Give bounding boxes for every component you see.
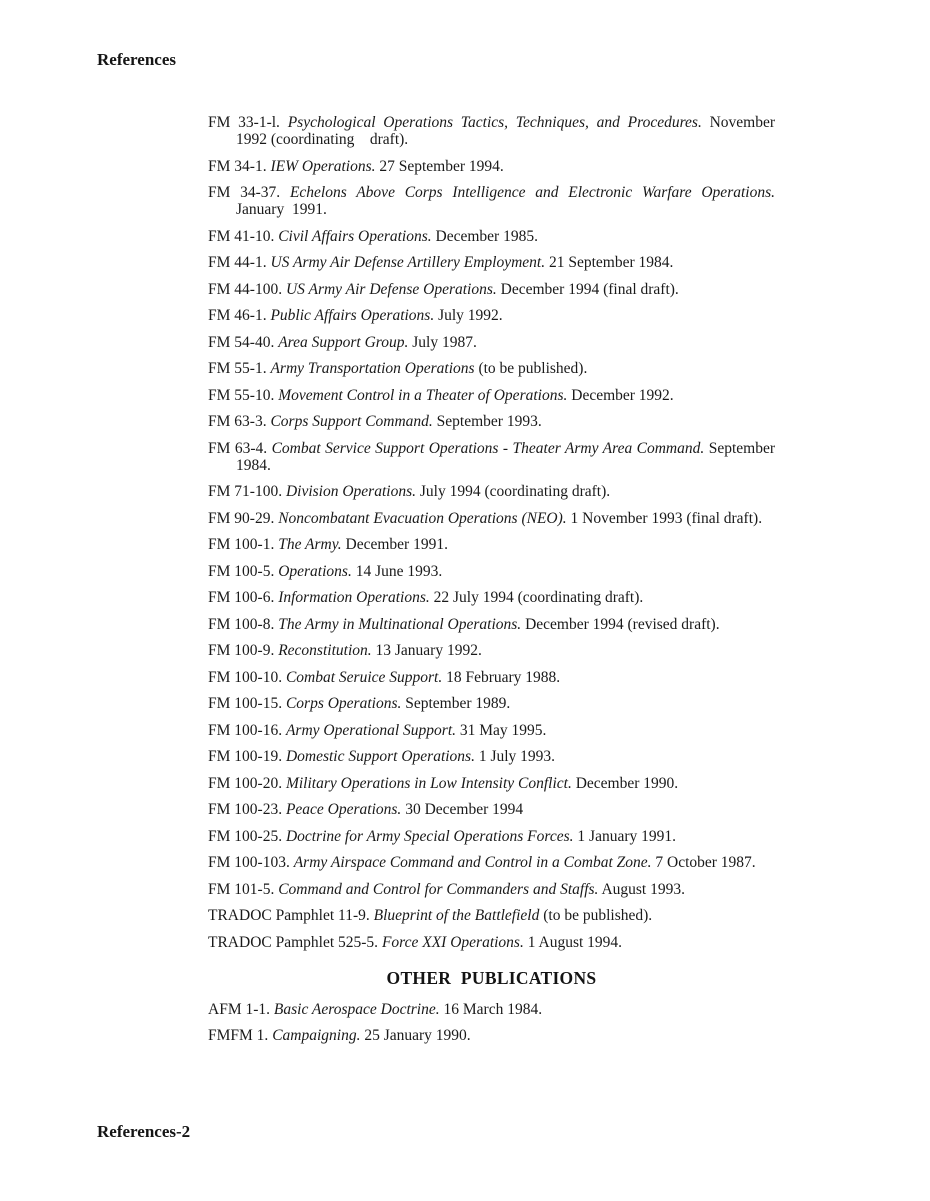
ref-title: Reconstitution. [278,642,372,659]
ref-title: Noncombatant Evacuation Operations (NEO). [278,509,567,527]
ref-title: Army Transportation Operations [270,360,475,377]
ref-date: 1 August 1994. [527,933,623,951]
ref-date: August 1993. [601,880,685,898]
page-header: References [97,50,176,69]
ref-number: FM 101-5. [208,880,275,898]
ref-number: FM 90-29. [208,509,275,527]
ref-title: Operations. [278,562,352,580]
ref-date: September 1993. [436,413,542,430]
ref-title: Doctrine for Army Special Operations Forces. [285,827,574,845]
ref-title: Campaigning. [272,1027,361,1044]
ref-title: The Army in Multinational Operations. [278,615,522,633]
ref-title: Corps Operations. [285,695,402,712]
reference-entry [208,1027,775,1044]
reference-entry [208,907,775,924]
ref-title: Peace Operations. [285,801,402,818]
ref-title: Psychological Operations Tactics, Techniques, and Procedures. [287,114,702,131]
ref-number: FM 100-5. [208,562,275,580]
ref-date: January 1991. [236,201,327,218]
ref-title: Basic Aerospace Doctrine. [273,1000,440,1018]
ref-date: 7 October 1987. [655,854,756,871]
reference-entry [208,387,775,404]
ref-number: FM 34-1. [208,157,267,175]
ref-date: December 1991. [345,536,448,553]
ref-number: TRADOC Pamphlet 11-9. [208,907,370,924]
ref-date: 18 February 1988. [446,668,561,686]
ref-date: December 1992. [571,386,674,404]
ref-number: AFM 1-1. [208,1000,271,1018]
ref-date: July 1987. [412,333,477,351]
reference-entry [208,828,775,845]
references-list [208,114,775,951]
ref-date: 14 June 1993. [355,562,443,580]
page-number: References-2 [97,1122,191,1141]
ref-title: Army Airspace Command and Control in a Combat Zone. [293,854,652,871]
ref-date: July 1992. [438,307,503,324]
reference-entry [208,934,775,951]
reference-entry [208,854,775,871]
ref-date: September 1984. [236,439,775,474]
ref-number: FM 100-103. [208,854,290,871]
reference-entry [208,413,775,430]
ref-date: 21 September 1984. [548,254,674,271]
ref-number: TRADOC Pamphlet 525-5. [208,933,379,951]
reference-entry [208,775,775,792]
ref-number: FM 100-8. [208,615,275,633]
ref-date: December 1994 (final draft). [500,280,679,298]
ref-title: Force XXI Operations. [381,933,524,951]
other-publications-heading: OTHER PUBLICATIONS [386,967,597,988]
reference-entry [208,307,775,324]
ref-number: FM 71-100. [208,483,283,500]
ref-title: IEW Operations. [270,157,376,175]
ref-date: (to be published). [478,360,588,377]
reference-entry [208,228,775,245]
reference-entry [208,184,775,218]
ref-title: Information Operations. [278,589,430,606]
ref-title: Blueprint of the Battlefield [373,907,540,924]
ref-date: 27 September 1994. [379,157,504,175]
ref-date: December 1985. [435,227,538,245]
ref-number: FM 100-23. [208,801,283,818]
ref-number: FM 100-1. [208,536,275,553]
ref-number: FM 63-3. [208,413,267,430]
ref-title: Combat Service Support Operations - Theater Army Area Command. [271,439,705,457]
reference-entry [208,1001,775,1018]
ref-title: Combat Seruice Support. [285,668,443,686]
ref-number: FM 44-1. [208,254,267,271]
ref-number: FM 55-1. [208,360,267,377]
ref-date: 16 March 1984. [443,1000,543,1018]
reference-entry [208,360,775,377]
reference-entry [208,669,775,686]
reference-entry [208,281,775,298]
ref-number: FM 100-9. [208,642,275,659]
ref-number: FM 100-20. [208,774,283,792]
ref-date: 1 November 1993 (final draft). [570,509,763,527]
ref-title: Division Operations. [285,483,416,500]
reference-entry [208,254,775,271]
ref-title: Military Operations in Low Intensity Conflict. [285,774,572,792]
ref-date: 30 December 1994 [405,801,524,818]
reference-entry [208,695,775,712]
ref-number: FM 63-4. [208,439,268,457]
reference-entry [208,440,775,474]
reference-entry [208,748,775,765]
reference-entry [208,881,775,898]
reference-entry [208,158,775,175]
ref-number: FM 55-10. [208,386,275,404]
ref-number: FM 33-1-l. [208,114,280,131]
ref-number: FM 100-19. [208,748,283,765]
ref-title: Public Affairs Operations. [270,307,435,324]
ref-date: 1 July 1993. [478,748,556,765]
ref-title: US Army Air Defense Operations. [285,280,497,298]
ref-title: Domestic Support Operations. [285,748,475,765]
reference-entry [208,801,775,818]
ref-date: 25 January 1990. [364,1027,471,1044]
ref-title: Echelons Above Corps Intelligence and Electronic Warfare Operations. [289,184,775,201]
reference-entry [208,563,775,580]
reference-entry [208,536,775,553]
ref-number: FMFM 1. [208,1027,269,1044]
ref-number: FM 41-10. [208,227,275,245]
reference-entry [208,589,775,606]
ref-date: September 1989. [405,695,511,712]
ref-title: Civil Affairs Operations. [278,227,432,245]
ref-date: 13 January 1992. [375,642,482,659]
ref-date: December 1994 (revised draft). [525,615,720,633]
reference-entry [208,483,775,500]
ref-number: FM 100-10. [208,668,283,686]
reference-entry [208,722,775,739]
ref-number: FM 100-15. [208,695,283,712]
ref-title: Area Support Group. [278,333,409,351]
references-section [208,114,775,1054]
ref-title: Command and Control for Commanders and Staffs. [278,880,599,898]
ref-title: Corps Support Command. [270,413,433,430]
other-publications-list [208,1001,775,1045]
ref-date: (to be published). [543,907,653,924]
ref-number: FM 44-100. [208,280,283,298]
ref-title: Army Operational Support. [285,721,457,739]
ref-number: FM 34-37. [208,184,281,201]
ref-date: December 1990. [575,774,679,792]
ref-title: US Army Air Defense Artillery Employment. [270,254,546,271]
reference-entry [208,642,775,659]
reference-entry [208,334,775,351]
ref-date: November 1992 (coordinating draft). [236,114,776,148]
ref-date: 22 July 1994 (coordinating draft). [433,589,644,606]
ref-date: 1 January 1991. [577,827,676,845]
ref-number: FM 100-6. [208,589,275,606]
ref-number: FM 100-25. [208,827,283,845]
ref-title: Movement Control in a Theater of Operations. [278,386,568,404]
reference-entry [208,114,775,148]
ref-title: The Army. [278,536,342,553]
ref-number: FM 54-40. [208,333,275,351]
ref-date: 31 May 1995. [459,721,547,739]
ref-number: FM 46-1. [208,307,267,324]
ref-date: July 1994 (coordinating draft). [419,483,611,500]
reference-entry [208,616,775,633]
reference-entry [208,510,775,527]
ref-number: FM 100-16. [208,721,283,739]
